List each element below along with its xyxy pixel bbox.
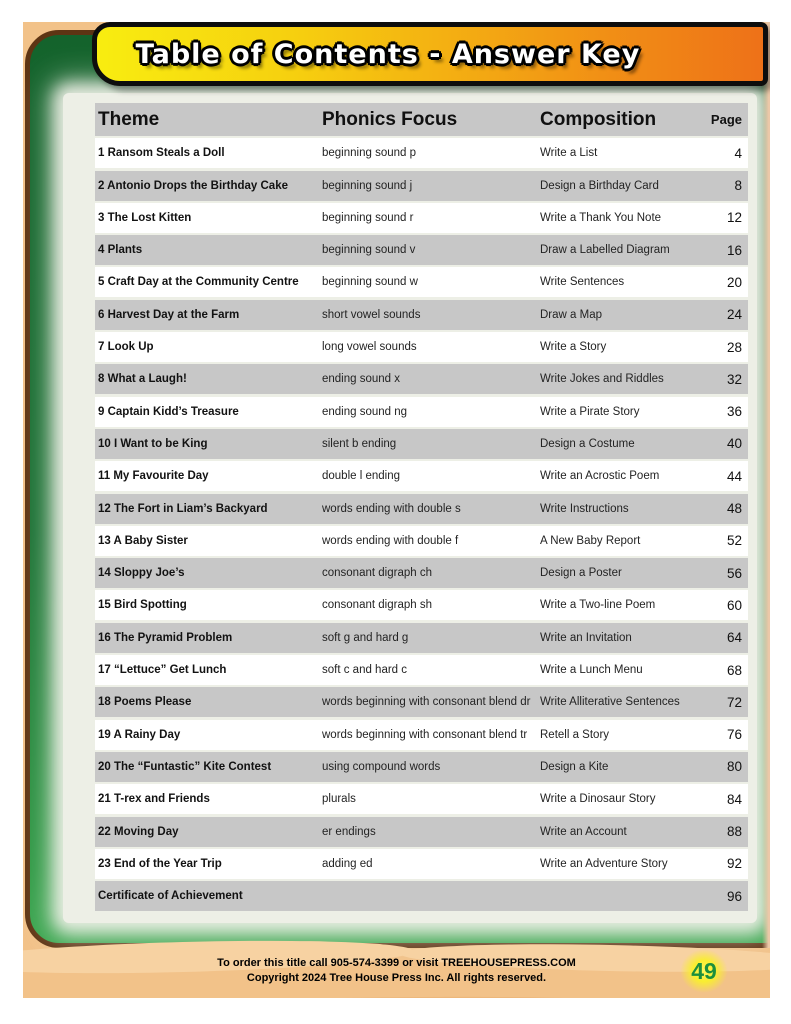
row-phonics: er endings bbox=[322, 825, 376, 838]
row-composition: Write Instructions bbox=[540, 502, 629, 515]
row-composition: Write an Invitation bbox=[540, 631, 632, 644]
row-composition: Retell a Story bbox=[540, 728, 610, 741]
page-title: Table of Contents - Answer Key bbox=[135, 38, 641, 70]
row-composition: Write an Account bbox=[540, 825, 627, 838]
row-page: 36 bbox=[726, 404, 742, 420]
row-phonics: words ending with double s bbox=[322, 502, 461, 515]
table-row bbox=[95, 300, 748, 330]
table-row bbox=[95, 203, 748, 233]
row-composition: Design a Birthday Card bbox=[540, 179, 659, 192]
row-phonics: consonant digraph ch bbox=[322, 567, 432, 580]
row-phonics: beginning sound j bbox=[322, 179, 413, 192]
row-phonics: double l ending bbox=[322, 470, 401, 483]
row-page: 68 bbox=[726, 662, 742, 678]
row-page: 96 bbox=[726, 888, 742, 904]
footer-order-text: To order this title call 905-574-3399 or visit TREEHOUSEPRESS.COM bbox=[217, 957, 576, 969]
row-page: 56 bbox=[726, 565, 742, 581]
row-page: 32 bbox=[726, 371, 742, 387]
table-row bbox=[95, 687, 748, 717]
row-theme: 11 My Favourite Day bbox=[98, 470, 209, 483]
page bbox=[23, 22, 770, 998]
table-row bbox=[95, 752, 748, 782]
table-header-row bbox=[95, 103, 748, 136]
table-row bbox=[95, 397, 748, 427]
row-phonics: words beginning with consonant blend tr bbox=[322, 728, 528, 741]
row-theme: 7 Look Up bbox=[98, 341, 154, 354]
page-edge-strip bbox=[762, 22, 770, 948]
row-theme: 1 Ransom Steals a Doll bbox=[98, 147, 225, 160]
row-phonics: ending sound x bbox=[322, 373, 401, 386]
row-page: 16 bbox=[726, 242, 742, 258]
row-page: 20 bbox=[726, 274, 742, 290]
row-composition: Write an Adventure Story bbox=[540, 857, 668, 870]
row-phonics: adding ed bbox=[322, 857, 373, 870]
row-phonics: beginning sound r bbox=[322, 211, 414, 224]
row-composition: Write Alliterative Sentences bbox=[540, 696, 680, 709]
row-page: 72 bbox=[726, 694, 742, 710]
row-composition: Write an Acrostic Poem bbox=[540, 470, 660, 483]
row-theme: 5 Craft Day at the Community Centre bbox=[98, 276, 299, 289]
row-theme: 12 The Fort in Liam’s Backyard bbox=[98, 502, 268, 515]
row-composition: Write Sentences bbox=[540, 276, 625, 289]
row-phonics: using compound words bbox=[322, 760, 441, 773]
row-page: 28 bbox=[726, 339, 742, 355]
row-composition: Write a Dinosaur Story bbox=[540, 793, 656, 806]
table-row bbox=[95, 235, 748, 265]
table-row bbox=[95, 590, 748, 620]
row-phonics: soft g and hard g bbox=[322, 631, 409, 644]
row-phonics: plurals bbox=[322, 793, 356, 806]
header-phonics: Phonics Focus bbox=[322, 108, 458, 130]
toc-table bbox=[95, 103, 748, 911]
table-row bbox=[95, 429, 748, 459]
row-theme: 18 Poems Please bbox=[98, 696, 192, 709]
table-row bbox=[95, 881, 748, 911]
table-row bbox=[95, 655, 748, 685]
table-row bbox=[95, 461, 748, 491]
table-row bbox=[95, 494, 748, 524]
row-theme: 22 Moving Day bbox=[98, 825, 179, 838]
row-phonics: beginning sound w bbox=[322, 276, 418, 289]
row-theme: 16 The Pyramid Problem bbox=[98, 631, 233, 644]
row-theme: 19 A Rainy Day bbox=[98, 728, 181, 741]
row-theme: 14 Sloppy Joe’s bbox=[98, 567, 185, 580]
row-phonics: words ending with double f bbox=[322, 534, 459, 547]
row-page: 88 bbox=[726, 824, 742, 840]
row-composition: Draw a Map bbox=[540, 308, 602, 321]
row-phonics: beginning sound p bbox=[322, 147, 416, 160]
row-theme: 13 A Baby Sister bbox=[98, 534, 188, 547]
row-phonics: silent b ending bbox=[322, 437, 397, 450]
row-composition: Write Jokes and Riddles bbox=[540, 373, 664, 386]
row-composition: Draw a Labelled Diagram bbox=[540, 244, 670, 257]
footer bbox=[23, 956, 770, 986]
toc-table-body bbox=[95, 138, 748, 911]
row-page: 8 bbox=[734, 178, 742, 194]
footer-decoration bbox=[63, 993, 623, 998]
row-page: 92 bbox=[726, 856, 742, 872]
header-page: Page bbox=[710, 112, 742, 127]
row-theme: 21 T-rex and Friends bbox=[98, 793, 210, 806]
title-banner bbox=[92, 22, 768, 86]
row-composition: Write a Pirate Story bbox=[540, 405, 640, 418]
row-phonics: beginning sound v bbox=[322, 244, 416, 257]
table-row bbox=[95, 720, 748, 750]
row-composition: Write a Story bbox=[540, 341, 607, 354]
row-page: 64 bbox=[726, 630, 742, 646]
row-page: 48 bbox=[726, 501, 742, 517]
table-row bbox=[95, 526, 748, 556]
table-row bbox=[95, 138, 748, 168]
table-row bbox=[95, 364, 748, 394]
row-page: 44 bbox=[726, 468, 742, 484]
table-row bbox=[95, 849, 748, 879]
page-number: 49 bbox=[691, 957, 717, 984]
row-composition: Write a List bbox=[540, 147, 598, 160]
row-theme: 9 Captain Kidd’s Treasure bbox=[98, 405, 239, 418]
row-composition: Design a Costume bbox=[540, 437, 635, 450]
row-composition: Write a Two-line Poem bbox=[540, 599, 656, 612]
row-phonics: long vowel sounds bbox=[322, 341, 417, 354]
row-phonics: consonant digraph sh bbox=[322, 599, 432, 612]
table-row bbox=[95, 171, 748, 201]
row-composition: Write a Lunch Menu bbox=[540, 664, 643, 677]
row-composition: Design a Kite bbox=[540, 760, 609, 773]
page-number-badge bbox=[679, 948, 729, 994]
row-theme: 10 I Want to be King bbox=[98, 437, 208, 450]
header-theme: Theme bbox=[98, 108, 160, 130]
row-composition: Write a Thank You Note bbox=[540, 211, 662, 224]
row-page: 12 bbox=[726, 210, 742, 226]
row-page: 84 bbox=[726, 791, 742, 807]
row-composition: A New Baby Report bbox=[540, 534, 641, 547]
table-row bbox=[95, 623, 748, 653]
row-page: 80 bbox=[726, 759, 742, 775]
row-phonics: short vowel sounds bbox=[322, 308, 421, 321]
table-row bbox=[95, 558, 748, 588]
row-theme: 6 Harvest Day at the Farm bbox=[98, 308, 240, 321]
table-row bbox=[95, 332, 748, 362]
table-row bbox=[95, 784, 748, 814]
table-row bbox=[95, 817, 748, 847]
row-page: 40 bbox=[726, 436, 742, 452]
row-theme: Certificate of Achievement bbox=[98, 890, 243, 903]
row-theme: 8 What a Laugh! bbox=[98, 373, 187, 386]
row-phonics: soft c and hard c bbox=[322, 664, 408, 677]
row-page: 4 bbox=[734, 145, 742, 161]
row-theme: 3 The Lost Kitten bbox=[98, 211, 192, 224]
row-theme: 23 End of the Year Trip bbox=[98, 857, 222, 870]
row-theme: 20 The “Funtastic” Kite Contest bbox=[98, 760, 272, 773]
footer-copyright-text: Copyright 2024 Tree House Press Inc. All rights reserved. bbox=[246, 972, 547, 984]
row-page: 76 bbox=[726, 727, 742, 743]
row-page: 24 bbox=[726, 307, 742, 323]
row-theme: 2 Antonio Drops the Birthday Cake bbox=[98, 179, 288, 192]
row-phonics: ending sound ng bbox=[322, 405, 408, 418]
table-row bbox=[95, 267, 748, 297]
row-phonics: words beginning with consonant blend dr bbox=[322, 696, 531, 709]
row-theme: 17 “Lettuce” Get Lunch bbox=[98, 664, 227, 677]
row-page: 60 bbox=[726, 597, 742, 613]
row-theme: 4 Plants bbox=[98, 244, 143, 257]
header-composition: Composition bbox=[540, 108, 657, 130]
row-composition: Design a Poster bbox=[540, 567, 622, 580]
row-page: 52 bbox=[726, 533, 742, 549]
row-theme: 15 Bird Spotting bbox=[98, 599, 187, 612]
